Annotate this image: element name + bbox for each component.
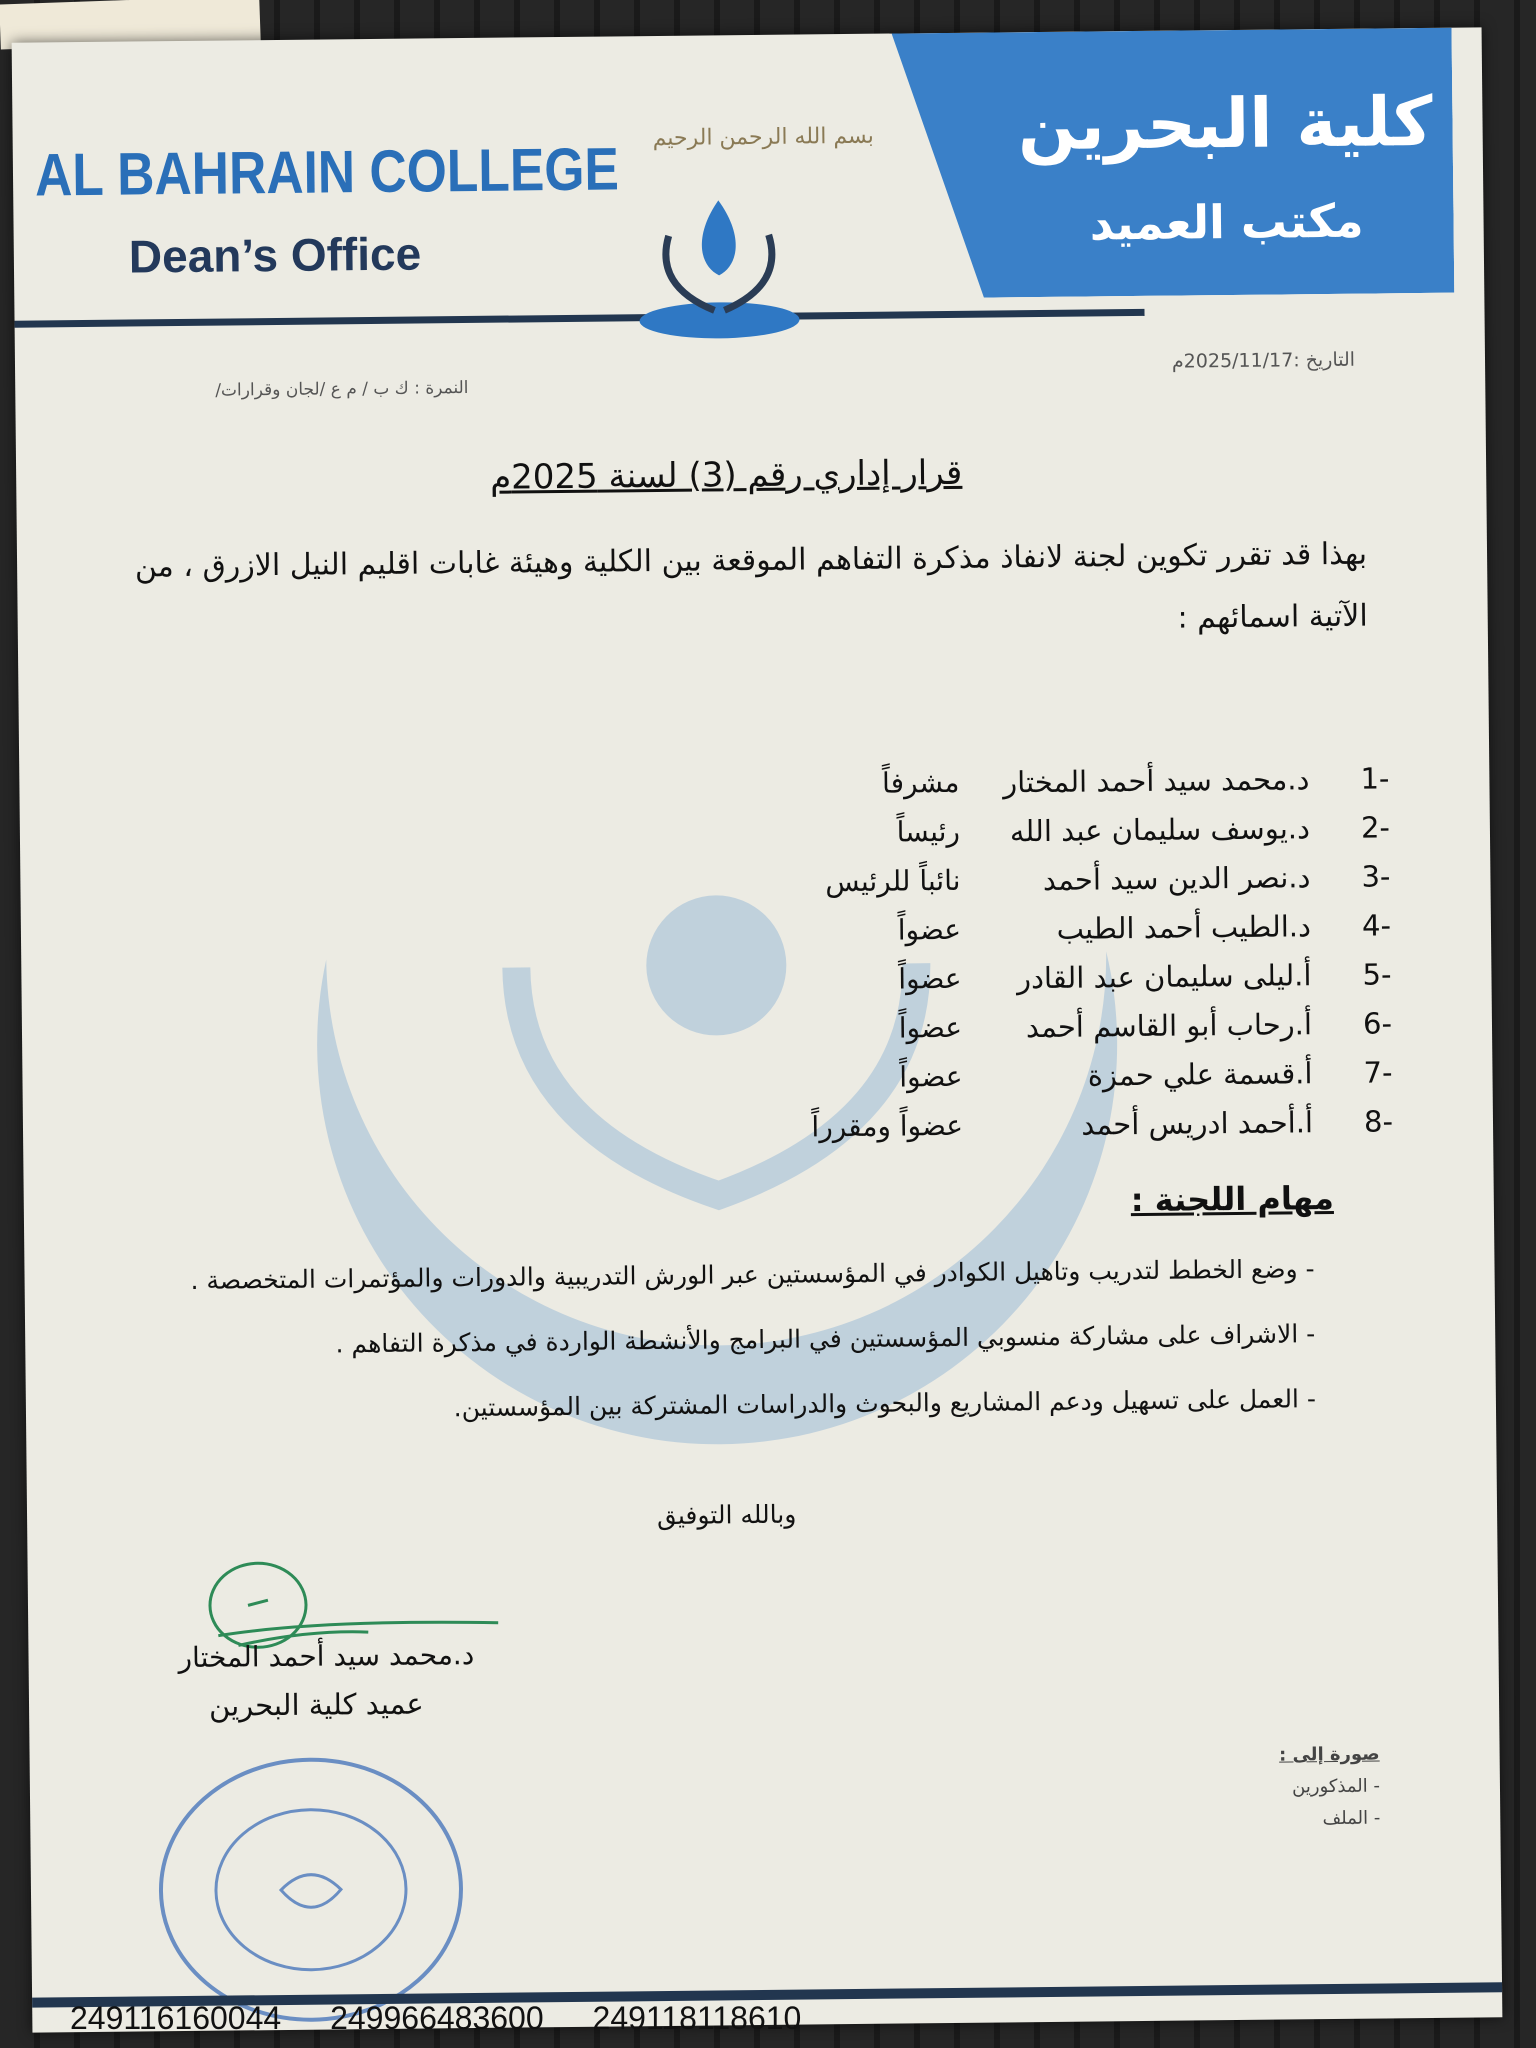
member-row [582,998,1392,1055]
member-number: -5 [1362,956,1392,992]
members-list [579,753,1393,1153]
member-role: عضواً [897,912,962,947]
member-number: -7 [1363,1054,1393,1090]
member-role: نائباً للرئيس [825,863,961,899]
member-role: رئيساً [896,814,961,849]
cc-label: صورة إلى : [1278,1743,1380,1766]
closing-phrase: وبالله التوفيق [656,1499,797,1531]
college-name-en: AL BAHRAIN COLLEGE [34,135,620,209]
member-number: -2 [1360,809,1391,845]
member-name: د.نصر الدين سيد أحمد [1042,859,1311,897]
member-number: -4 [1361,907,1392,943]
member-row [581,949,1391,1006]
task-item: - وضع الخطط لتدريب وتاهيل الكوادر في المؤسستين عبر الورش التدريبية والدورات والمؤتمرات المتخصصة . [190,1254,1315,1295]
letter-date: التاريخ :2025/11/17م [1171,348,1356,373]
member-name: د.محمد سيد أحمد المختار [1002,761,1310,799]
bismillah: بسم الله الرحمن الرحيم [652,123,874,152]
footer-phone-numbers: 249116160044 249966483600 249118118610 [70,2000,802,2036]
member-name: أ.أحمد ادريس أحمد [1081,1104,1314,1142]
member-role: عضواً [899,1059,963,1094]
member-row [582,1047,1392,1104]
college-logo-icon [552,104,885,427]
member-row [580,802,1390,859]
member-role: عضواً ومقرراً [811,1108,964,1144]
member-row [583,1096,1393,1153]
signer-name: د.محمد سيد أحمد المختار [178,1637,475,1675]
member-row [580,851,1390,908]
member-name: أ.ليلى سليمان عبد القادر [1016,957,1312,995]
cc-item: - الملف [1322,1807,1381,1830]
dean-office-en: Dean’s Office [128,227,422,283]
dean-office-ar: مكتب العميد [1089,193,1364,251]
college-name-ar: كلية البحرين [1017,82,1433,167]
member-name: د.يوسف سليمان عبد الله [1009,810,1311,848]
tasks-heading: مهام اللجنة : [1130,1178,1334,1220]
carbon-copy-block [1279,1739,1381,1836]
intro-paragraph: بهذا قد تقرر تكوين لجنة لانفاذ مذكرة التفاهم الموقعة بين الكلية وهيئة غابات اقليم النيل الازرق ، من الآتية اسمائهم : [134,536,1368,636]
member-row [579,753,1389,810]
member-number: -6 [1362,1005,1393,1041]
member-name: أ.قسمة علي حمزة [1087,1055,1313,1093]
decision-title: قرار إداري رقم (3) لسنة 2025م [489,452,963,498]
member-role: عضواً [898,961,962,996]
member-number: -1 [1360,760,1390,796]
task-item: - الاشراف على مشاركة منسوبي المؤسستين في البرامج والأنشطة الواردة في مذكرة التفاهم . [335,1319,1316,1359]
member-role: عضواً [898,1010,963,1045]
member-row [581,900,1391,957]
member-number: -3 [1361,858,1391,894]
member-name: د.الطيب أحمد الطيب [1056,908,1312,946]
signer-title: عميد كلية البحرين [208,1686,424,1723]
member-number: -8 [1363,1103,1394,1139]
member-role: مشرفاً [881,765,960,800]
task-item: - العمل على تسهيل ودعم المشاريع والبحوث والدراسات المشتركة بين المؤسستين. [453,1384,1317,1423]
member-name: أ.رحاب أبو القاسم أحمد [1025,1006,1313,1044]
cc-item: - المذكورين [1292,1775,1381,1798]
letter-sheet [12,27,1503,2032]
reference-number: النمرة : ك ب / م ع /لجان وقرارات/ [215,377,469,401]
